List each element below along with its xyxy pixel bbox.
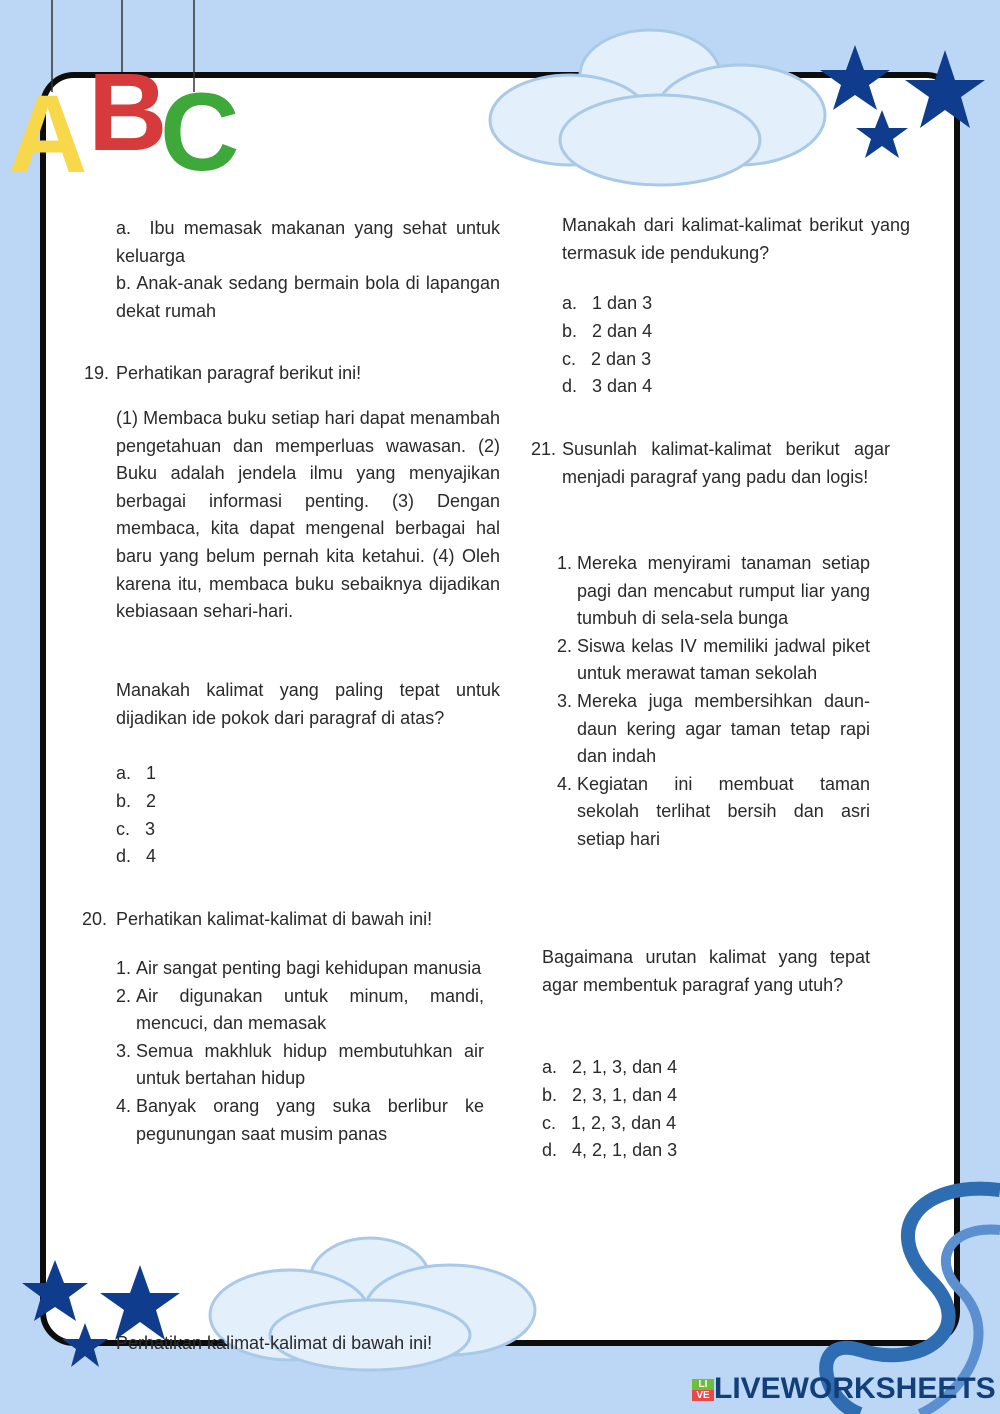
q19-option-c[interactable]	[116, 816, 155, 844]
question-number-19: 19.	[84, 363, 110, 383]
option-text: 4	[146, 846, 157, 866]
q19-paragraph: (1) Membaca buku setiap hari dapat menambah pengetahuan dan memperluas wawasan. (2) Buku adalah jendela ilmu yang menyajikan berbagai informasi penting. (3) Dengan membaca, kita dapat mengenal berbagai hal baru yang belum pernah kita ketahui. (4) Oleh karena itu, membaca buku sebaiknya dijadikan kebiasaan sehari-hari.	[116, 408, 500, 622]
option-text: Anak-anak sedang bermain bola di lapangan dekat rumah	[116, 273, 500, 321]
q19-question: Manakah kalimat yang paling tepat untuk dijadikan ide pokok dari paragraf di atas?	[116, 680, 500, 728]
q21-option-a[interactable]	[542, 1054, 677, 1082]
option-text: 3 dan 4	[592, 376, 653, 396]
option-text: 1, 2, 3, dan 4	[571, 1113, 677, 1133]
option-text: 2, 3, 1, dan 4	[572, 1085, 678, 1105]
item-text: Siswa kelas IV memiliki jadwal piket untuk merawat taman sekolah	[577, 635, 870, 684]
q20-option-d[interactable]	[562, 373, 652, 401]
q21-list	[557, 550, 870, 854]
item-number: 2.	[557, 635, 573, 656]
item-number: 1.	[557, 553, 573, 573]
option-text: 4, 2, 1, dan 3	[572, 1140, 678, 1160]
list-item	[116, 983, 484, 1038]
q20-list	[116, 955, 484, 1148]
q21-option-c[interactable]	[542, 1110, 676, 1138]
q20-option-c[interactable]	[562, 346, 651, 374]
item-text: Kegiatan ini membuat taman sekolah terlihat bersih dan asri setiap hari	[577, 773, 870, 849]
item-text: Air digunakan untuk minum, mandi, mencuci, dan memasak	[136, 985, 484, 1034]
option-label: b.	[542, 1085, 558, 1105]
stars-top-icon	[820, 40, 990, 170]
brand-name: LIVEWORKSHEETS	[714, 1372, 996, 1405]
list-item	[557, 771, 870, 854]
option-text: 2, 1, 3, dan 4	[572, 1057, 678, 1077]
q19-prompt: Perhatikan paragraf berikut ini!	[116, 363, 362, 383]
option-text: 2 dan 4	[592, 321, 653, 341]
option-label: b.	[562, 321, 578, 341]
option-label: d.	[116, 846, 132, 866]
footer-prompt: Perhatikan kalimat-kalimat di bawah ini!	[116, 1333, 433, 1353]
q20-option-a[interactable]	[562, 290, 652, 318]
q20-option-b[interactable]	[562, 318, 652, 346]
letter-b: B	[88, 51, 168, 174]
item-number: 2.	[116, 985, 132, 1006]
list-item	[557, 633, 870, 688]
item-text: Banyak orang yang suka berlibur ke pegunungan saat musim panas	[136, 1095, 484, 1144]
q19-option-d[interactable]	[116, 843, 156, 871]
option-text: 1	[146, 763, 157, 783]
q21-prompt: Susunlah kalimat-kalimat berikut agar menjadi paragraf yang padu dan logis!	[562, 439, 890, 487]
option-label: a.	[542, 1057, 558, 1077]
option-label: d.	[562, 376, 578, 396]
item-text: Semua makhluk hidup membutuhkan air untuk bertahan hidup	[136, 1040, 484, 1089]
prev-option-b[interactable]	[116, 270, 500, 325]
list-item	[116, 1093, 484, 1148]
option-text: 2 dan 3	[591, 349, 652, 369]
item-number: 4.	[116, 1095, 132, 1116]
option-text: 3	[145, 819, 156, 839]
option-label: a.	[562, 293, 578, 313]
item-number: 4.	[557, 773, 573, 794]
letter-c: C	[160, 71, 240, 194]
q20-question: Manakah dari kalimat-kalimat berikut yang termasuk ide pendukung?	[562, 215, 910, 263]
prev-option-a[interactable]	[116, 215, 500, 270]
option-label: a.	[116, 763, 132, 783]
liveworksheets-logo[interactable]	[692, 1372, 996, 1406]
question-number-20: 20.	[82, 909, 108, 929]
option-text: Ibu memasak makanan yang sehat untuk keluarga	[116, 218, 500, 266]
cloud-top-icon	[460, 15, 840, 195]
option-label: d.	[542, 1140, 558, 1160]
option-label: b.	[116, 791, 132, 811]
badge-top: LI	[692, 1379, 714, 1390]
item-number: 3.	[116, 1040, 132, 1061]
q21-question: Bagaimana urutan kalimat yang tepat agar membentuk paragraf yang utuh?	[542, 947, 870, 995]
list-item	[557, 550, 870, 633]
q20-prompt: Perhatikan kalimat-kalimat di bawah ini!	[116, 909, 433, 929]
item-number: 1.	[116, 958, 132, 978]
option-text: 1 dan 3	[592, 293, 653, 313]
option-text: 2	[146, 791, 157, 811]
item-text: Air sangat penting bagi kehidupan manusia	[136, 958, 482, 978]
list-item	[116, 1038, 484, 1093]
option-label: b.	[116, 273, 132, 293]
badge-bottom: VE	[692, 1390, 714, 1401]
letter-a: A	[8, 73, 88, 196]
q21-option-b[interactable]	[542, 1082, 677, 1110]
item-text: Mereka juga membersihkan daun-daun kering agar taman tetap rapi dan indah	[577, 690, 870, 767]
list-item	[116, 955, 484, 983]
item-text: Mereka menyirami tanaman setiap pagi dan mencabut rumput liar yang tumbuh di sela-sela bunga	[577, 553, 870, 629]
option-label: a.	[116, 218, 132, 238]
q19-option-b[interactable]	[116, 788, 156, 816]
option-label: c.	[116, 819, 131, 839]
option-label: c.	[562, 349, 577, 369]
q21-option-d[interactable]	[542, 1137, 677, 1165]
list-item	[557, 688, 870, 771]
option-label: c.	[542, 1113, 557, 1133]
question-number-21: 21.	[531, 439, 557, 459]
live-badge-icon	[692, 1379, 714, 1401]
item-number: 3.	[557, 690, 573, 711]
q19-option-a[interactable]	[116, 760, 156, 788]
